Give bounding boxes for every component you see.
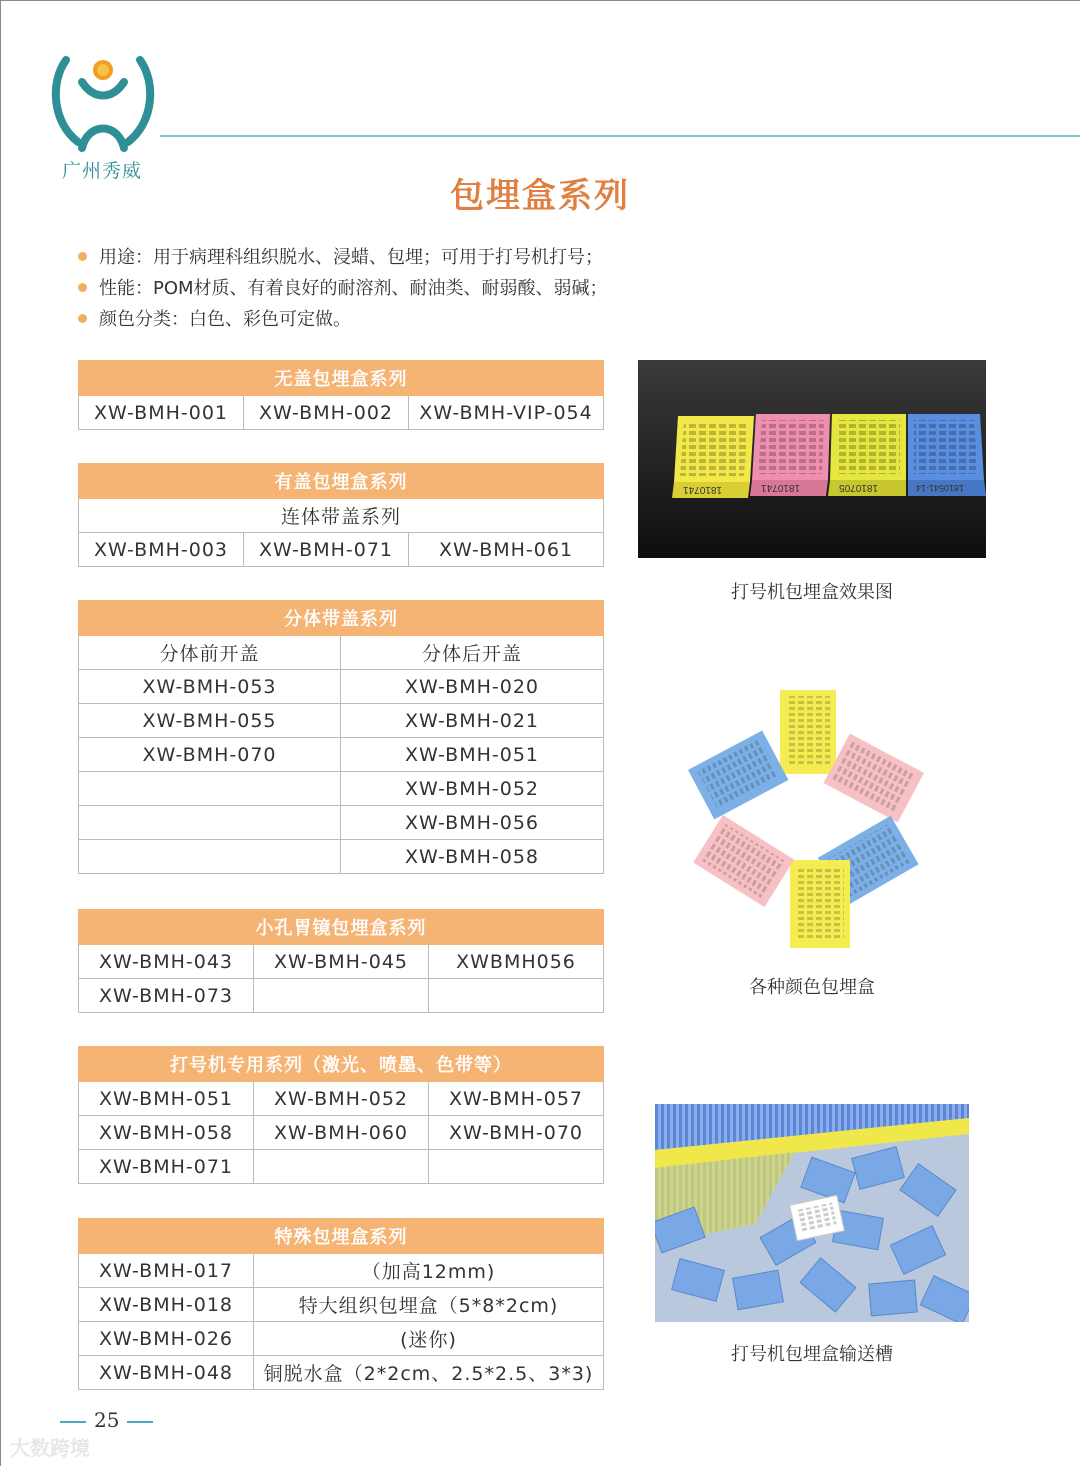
- table-cell: XW-BMH-001: [79, 396, 244, 430]
- table-row: [79, 1254, 604, 1288]
- table-cell: XW-BMH-043: [79, 945, 254, 979]
- table-cell: XW-BMH-048: [79, 1356, 254, 1390]
- table-row: [79, 945, 604, 979]
- table-cell: XW-BMH-061: [409, 533, 604, 567]
- table-cell: （加高12mm): [254, 1254, 604, 1288]
- cassette-yellow-top: [780, 690, 836, 774]
- table-cell: XW-BMH-055: [79, 704, 341, 738]
- feature-text: 用途：用于病理科组织脱水、浸蜡、包埋；可用于打号机打号；: [99, 247, 603, 268]
- feature-list: [78, 242, 608, 335]
- table-header: 小孔胃镜包埋盒系列: [79, 910, 604, 945]
- table-row: [79, 533, 604, 567]
- table-cell: [254, 979, 429, 1013]
- page-number-value: 25: [94, 1408, 120, 1432]
- page-number-line-left: [60, 1421, 86, 1423]
- printed-id-text: 1810541-14: [915, 483, 964, 493]
- table-header: 打号机专用系列（激光、喷墨、色带等）: [79, 1047, 604, 1082]
- table-row: [79, 1356, 604, 1390]
- photo-caption: 打号机包埋盒效果图: [731, 582, 893, 603]
- table-row: [79, 1322, 604, 1356]
- page-border-top: [0, 0, 1080, 1]
- printed-id-text: 1810741: [683, 484, 722, 495]
- column-header: 分体后开盖: [341, 636, 604, 670]
- bullet-dot-icon: [78, 314, 87, 323]
- table-cell: XW-BMH-017: [79, 1254, 254, 1288]
- table-cell: XW-BMH-053: [79, 670, 341, 704]
- conveyor-photo: [655, 1104, 969, 1322]
- printed-id-text: 1810741: [761, 482, 800, 493]
- page-number: [52, 1408, 161, 1432]
- feature-item: [78, 304, 608, 335]
- feature-text: 颜色分类：白色、彩色可定做。: [99, 309, 351, 330]
- table-cell: XW-BMH-021: [341, 704, 604, 738]
- table-cell: [429, 1150, 604, 1184]
- table-cell: XW-BMH-073: [79, 979, 254, 1013]
- logo-text: 广州秀威: [62, 160, 143, 182]
- table-row: [79, 772, 604, 806]
- table-cell: XW-BMH-071: [244, 533, 409, 567]
- company-logo: [48, 52, 158, 152]
- table-printer-series: [78, 1046, 604, 1184]
- table-cell: 特大组织包埋盒（5*8*2cm): [254, 1288, 604, 1322]
- table-row: [79, 1288, 604, 1322]
- table-gastroscope-series: [78, 909, 604, 1013]
- table-cell: XW-BMH-060: [254, 1116, 429, 1150]
- table-cell: (迷你): [254, 1322, 604, 1356]
- printed-cassettes-photo: [638, 360, 986, 558]
- table-cell: XW-BMH-071: [79, 1150, 254, 1184]
- table-cell: [79, 806, 341, 840]
- bullet-dot-icon: [78, 252, 87, 261]
- table-header: 分体带盖系列: [79, 601, 604, 636]
- table-cell: XW-BMH-052: [254, 1082, 429, 1116]
- table-cell: [79, 772, 341, 806]
- table-cell: XW-BMH-058: [79, 1116, 254, 1150]
- table-cell: 铜脱水盒（2*2cm、2.5*2.5、3*3): [254, 1356, 604, 1390]
- page-border-left: [0, 0, 1, 1466]
- table-row: [79, 670, 604, 704]
- table-cell: XW-BMH-070: [79, 738, 341, 772]
- header-divider: [160, 135, 1080, 137]
- table-row: [79, 1082, 604, 1116]
- cassette-yellow-bottom: [790, 860, 850, 948]
- table-cell: XW-BMH-070: [429, 1116, 604, 1150]
- page-number-line-right: [127, 1421, 153, 1423]
- table-cell: XW-BMH-051: [79, 1082, 254, 1116]
- table-row: [79, 979, 604, 1013]
- watermark: 大数跨境: [10, 1436, 90, 1460]
- table-cell: XW-BMH-051: [341, 738, 604, 772]
- table-cell: XW-BMH-VIP-054: [409, 396, 604, 430]
- table-covered-series: [78, 463, 604, 567]
- table-cell: XW-BMH-057: [429, 1082, 604, 1116]
- printed-id-text: 1810705: [839, 482, 878, 493]
- table-cell: [79, 840, 341, 874]
- table-row: [79, 704, 604, 738]
- table-cell: XW-BMH-003: [79, 533, 244, 567]
- photo-caption: 打号机包埋盒输送槽: [731, 1344, 893, 1365]
- table-row: [79, 840, 604, 874]
- photo-caption: 各种颜色包埋盒: [749, 977, 875, 998]
- feature-text: 性能：POM材质、有着良好的耐溶剂、耐油类、耐弱酸、弱碱；: [99, 278, 608, 299]
- table-row: [79, 1150, 604, 1184]
- column-header: 分体前开盖: [79, 636, 341, 670]
- table-cell: XW-BMH-045: [254, 945, 429, 979]
- colored-cassettes-photo: [680, 682, 950, 952]
- table-row: [79, 806, 604, 840]
- table-cell: XW-BMH-056: [341, 806, 604, 840]
- table-cell: XW-BMH-020: [341, 670, 604, 704]
- table-split-lid-series: [78, 600, 604, 874]
- feature-item: [78, 273, 608, 304]
- table-header: 有盖包埋盒系列: [79, 464, 604, 499]
- table-cell: XW-BMH-058: [341, 840, 604, 874]
- table-row: [79, 396, 604, 430]
- table-subheader: 连体带盖系列: [79, 499, 604, 533]
- page-title: 包埋盒系列: [450, 176, 630, 216]
- bullet-dot-icon: [78, 283, 87, 292]
- feature-item: [78, 242, 608, 273]
- table-cell: [429, 979, 604, 1013]
- table-header: 特殊包埋盒系列: [79, 1219, 604, 1254]
- table-cell: [254, 1150, 429, 1184]
- table-row: [79, 738, 604, 772]
- table-cell: XW-BMH-052: [341, 772, 604, 806]
- table-special-series: [78, 1218, 604, 1390]
- table-cell: XW-BMH-026: [79, 1322, 254, 1356]
- table-cell: XW-BMH-018: [79, 1288, 254, 1322]
- table-uncovered-series: [78, 360, 604, 430]
- table-row: [79, 1116, 604, 1150]
- table-cell: XW-BMH-002: [244, 396, 409, 430]
- table-header: 无盖包埋盒系列: [79, 361, 604, 396]
- table-cell: XWBMH056: [429, 945, 604, 979]
